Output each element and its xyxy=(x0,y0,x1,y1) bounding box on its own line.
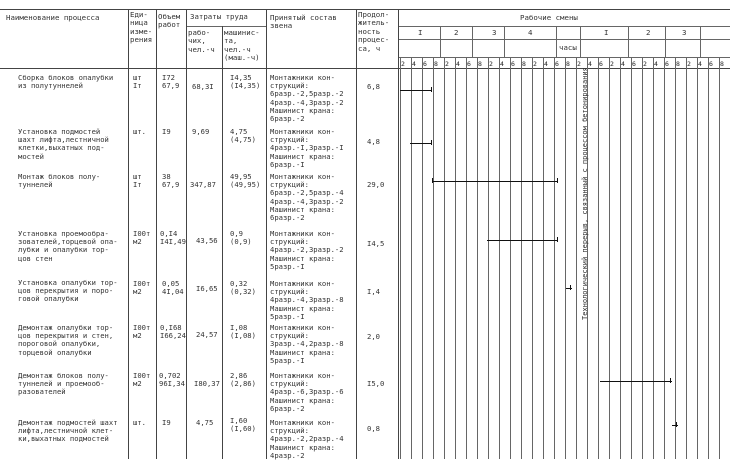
row-8-workers: 4,75 xyxy=(196,418,214,427)
hour-tick-label: 2 xyxy=(445,60,449,68)
row-1-volume: I72 67,9 xyxy=(162,73,180,91)
hour-tick-label: 4 xyxy=(621,60,625,68)
row-4-workers: 43,56 xyxy=(196,236,218,245)
shift-sep xyxy=(665,26,666,57)
row-8-volume: I9 xyxy=(162,418,171,427)
gantt-bar-end-tick xyxy=(431,87,432,92)
hour-tick-label: 2 xyxy=(489,60,493,68)
shift-num: 2 xyxy=(454,28,459,37)
row-2-name: Установка подмостей шахт лифта,лестничной клетки,выхатных под- мостей xyxy=(18,127,109,161)
hour-tick-label: 2 xyxy=(577,60,581,68)
row-5-name: Установка опалубки тор- цов перекрытия и порo- говой опалубки xyxy=(18,278,118,304)
row-1-duration: 6,8 xyxy=(367,82,380,91)
hour-grid-line xyxy=(653,57,654,459)
hour-tick-label: 2 xyxy=(687,60,691,68)
hour-tick-label: 4 xyxy=(698,60,702,68)
gantt-bar-row-5 xyxy=(566,288,572,289)
row-8-duration: 0,8 xyxy=(367,424,380,433)
hour-grid-line xyxy=(455,57,456,459)
gantt-bar-end-tick xyxy=(570,285,571,290)
hour-tick-label: 4 xyxy=(654,60,658,68)
row-5-machines: 0,32 (0,32) xyxy=(230,279,256,297)
row-4-duration: I4,5 xyxy=(367,239,385,248)
hour-grid-line xyxy=(664,57,665,459)
row-7-team: Монтажники кон- струкций: 4разр.-6,3разр.-6 Машинист крана: 6разр.-2 xyxy=(270,371,344,413)
col-sep-unit xyxy=(128,9,129,459)
hour-grid-line xyxy=(510,57,511,459)
row-6-unit: I00т м2 xyxy=(133,323,151,341)
hour-tick-label: 8 xyxy=(522,60,526,68)
hour-tick-label: 4 xyxy=(500,60,504,68)
row-3-duration: 29,0 xyxy=(367,180,385,189)
gantt-bar-end-tick xyxy=(670,378,671,383)
shift-num: 2 xyxy=(646,28,651,37)
row-7-name: Демонтаж блоков полу- туннелей и проемооб- разователей xyxy=(18,371,109,397)
hour-grid-line xyxy=(543,57,544,459)
hour-grid-line xyxy=(642,57,643,459)
header-team: Принятый состав звена xyxy=(270,13,337,31)
row-6-machines: I,08 (I,08) xyxy=(230,323,256,341)
hour-tick-label: 6 xyxy=(555,60,559,68)
row-1-team: Монтажники кон- струкций: 6разр.-2,5разр.-2 4разр.-4,3разр.-2 Машинист крана: 6разр.-2 xyxy=(270,73,344,124)
hour-tick-label: 2 xyxy=(643,60,647,68)
row-2-team: Монтажники кон- струкций: 4разр.-I,3разр.-I Машинист крана: 6разр.-I xyxy=(270,127,344,169)
hour-tick-label: 4 xyxy=(456,60,460,68)
shift-sep xyxy=(700,26,701,57)
row-5-volume: 0,05 4I,04 xyxy=(162,279,184,297)
row-7-volume: 0,702 96I,34 xyxy=(159,371,185,389)
hour-grid-line xyxy=(477,57,478,459)
hour-grid-line xyxy=(697,57,698,459)
row-2-unit: шт. xyxy=(133,127,146,136)
gantt-bar-row-3 xyxy=(432,181,558,182)
hour-grid-line xyxy=(598,57,599,459)
hour-tick-label: 2 xyxy=(533,60,537,68)
shift-num: I xyxy=(604,28,609,37)
header-labor-cost: Затраты труда xyxy=(190,12,248,21)
shifts-number-line xyxy=(398,39,730,40)
row-5-workers: I6,65 xyxy=(196,284,218,293)
col-sep-workers xyxy=(186,9,187,459)
hour-tick-label: 8 xyxy=(566,60,570,68)
row-4-volume: 0,I4 I4I,49 xyxy=(160,229,186,247)
hour-grid-line xyxy=(422,57,423,459)
col-sep-duration xyxy=(356,9,357,459)
hour-tick-label: 6 xyxy=(423,60,427,68)
hour-tick-label: 8 xyxy=(434,60,438,68)
gantt-bar-start-tick xyxy=(432,178,433,183)
header-labor-machines: машинис- та, чел.-ч (маш.-ч) xyxy=(224,28,260,63)
gantt-bar-end-tick xyxy=(431,140,432,145)
header-process-name: Наименование процесса xyxy=(6,13,100,22)
gantt-bar-end-tick xyxy=(676,422,677,427)
hour-grid-line xyxy=(631,57,632,459)
row-6-team: Монтажники кон- струкций: 3разр.-4,2разр.-8 Машинист крана: 5разр.-I xyxy=(270,323,344,365)
header-duration: Продол- житель- ность процес- са, ч xyxy=(358,10,390,53)
row-4-unit: I00т м2 xyxy=(133,229,151,247)
hour-grid-line xyxy=(565,57,566,459)
row-8-unit: шт. xyxy=(133,418,146,427)
row-2-machines: 4,75 (4,75) xyxy=(230,127,256,145)
hour-grid-line xyxy=(532,57,533,459)
shift-sep xyxy=(556,26,557,57)
gantt-bar-end-tick xyxy=(557,237,558,242)
hour-tick-label: 4 xyxy=(412,60,416,68)
col-sep-machines xyxy=(222,26,223,459)
hour-grid-line xyxy=(400,57,401,459)
hour-tick-label: 2 xyxy=(610,60,614,68)
row-6-duration: 2,0 xyxy=(367,332,380,341)
gantt-bar-row-8 xyxy=(672,425,678,426)
technological-break-note: Технологический перерыв, связанный с процессом бетонирования xyxy=(581,67,589,320)
row-3-machines: 49,95 (49,95) xyxy=(230,172,261,190)
row-8-machines: I,60 (I,60) xyxy=(230,416,256,434)
hour-grid-line xyxy=(686,57,687,459)
header-labor-workers: рабо- чих, чел.-ч xyxy=(188,28,215,54)
row-2-workers: 9,69 xyxy=(192,127,210,136)
gantt-bar-end-tick xyxy=(557,178,558,183)
hour-tick-label: 6 xyxy=(709,60,713,68)
hour-tick-label: 8 xyxy=(676,60,680,68)
row-1-name: Сборка блоков опалубки из полутуннелей xyxy=(18,73,114,91)
row-4-name: Установка проемообра- зователей,торцевой опа- лубки и опалубки тор- цов стен xyxy=(18,229,118,263)
hour-grid-line xyxy=(708,57,709,459)
hour-grid-line xyxy=(576,57,577,459)
hour-tick-label: 2 xyxy=(401,60,405,68)
shift-num: 3 xyxy=(492,28,497,37)
hour-tick-label: 6 xyxy=(467,60,471,68)
row-7-workers: I80,37 xyxy=(194,379,220,388)
hour-tick-label: 8 xyxy=(720,60,724,68)
hours-label: часы xyxy=(559,43,577,52)
shifts-title-line xyxy=(398,26,730,27)
shift-num: 4 xyxy=(528,28,533,37)
hours-label-line xyxy=(398,57,730,58)
shift-sep xyxy=(472,26,473,57)
gantt-bar-row-2 xyxy=(410,143,432,144)
hour-grid-line xyxy=(521,57,522,459)
hour-tick-label: 6 xyxy=(599,60,603,68)
gantt-bar-row-7 xyxy=(600,381,672,382)
row-7-unit: I00т м2 xyxy=(133,371,151,389)
hour-tick-label: 4 xyxy=(588,60,592,68)
row-2-duration: 4,8 xyxy=(367,137,380,146)
hour-tick-label: 8 xyxy=(478,60,482,68)
col-sep-gantt xyxy=(398,9,399,459)
shift-num: I xyxy=(418,28,423,37)
shift-sep xyxy=(580,26,581,57)
header-volume: Объем работ xyxy=(158,12,181,30)
shift-sep xyxy=(440,26,441,57)
labor-subheader-line xyxy=(186,26,266,27)
hour-grid-line xyxy=(433,57,434,459)
row-3-unit: шт Iт xyxy=(133,172,142,190)
row-1-machines: I4,35 (I4,35) xyxy=(230,73,261,91)
row-3-workers: 347,87 xyxy=(190,180,216,189)
hour-grid-line xyxy=(675,57,676,459)
row-6-name: Демонтаж опалубки тор- цов перекрытия и стен, пороговой опалубки, торцевой опалубки xyxy=(18,323,114,357)
gantt-bar-row-4 xyxy=(487,240,558,241)
row-6-workers: 24,57 xyxy=(196,330,218,339)
hour-grid-line xyxy=(620,57,621,459)
row-6-volume: 0,I68 I66,24 xyxy=(160,323,186,341)
hour-grid-line xyxy=(499,57,500,459)
shift-sep xyxy=(628,26,629,57)
row-7-machines: 2,86 (2,86) xyxy=(230,371,256,389)
hour-grid-line xyxy=(488,57,489,459)
hour-grid-line xyxy=(554,57,555,459)
row-7-duration: I5,0 xyxy=(367,379,385,388)
hour-grid-line xyxy=(411,57,412,459)
row-5-unit: I00т м2 xyxy=(133,279,151,297)
hour-tick-label: 4 xyxy=(544,60,548,68)
row-5-team: Монтажники кон- струкций: 4разр.-4,3разр.-8 Машинист крана: 5разр.-I xyxy=(270,279,344,321)
row-8-name: Демонтаж подмостей шахт лифта,лестничной клет- ки,выхатных подмостей xyxy=(18,418,118,444)
header-shifts-title: Рабочие смены xyxy=(520,13,578,22)
shift-sep xyxy=(504,26,505,57)
row-3-name: Монтаж блоков полу- туннелей xyxy=(18,172,101,190)
header-unit: Еди- ница изме- рения xyxy=(130,10,153,45)
hour-grid-line xyxy=(719,57,720,459)
row-4-team: Монтажники кон- струкций: 4разр.-2,3разр.-2 Машинист крана: 5разр.-I xyxy=(270,229,344,271)
row-1-workers: 68,3I xyxy=(192,82,214,91)
row-8-team: Монтажники кон- струкций: 4разр.-2,2разр.-4 Машинист крана: 4разр.-2 xyxy=(270,418,344,460)
col-sep-volume xyxy=(156,9,157,459)
row-4-machines: 0,9 (0,9) xyxy=(230,229,252,247)
col-sep-team xyxy=(266,9,267,459)
shift-num: 3 xyxy=(682,28,687,37)
row-3-volume: 38 67,9 xyxy=(162,172,180,190)
hour-tick-label: 6 xyxy=(632,60,636,68)
hour-grid-line xyxy=(466,57,467,459)
row-5-duration: I,4 xyxy=(367,287,380,296)
hour-grid-line xyxy=(609,57,610,459)
row-1-unit: шт Iт xyxy=(133,73,142,91)
gantt-bar-row-1 xyxy=(400,90,432,91)
hour-grid-line xyxy=(444,57,445,459)
row-2-volume: I9 xyxy=(162,127,171,136)
hour-tick-label: 6 xyxy=(511,60,515,68)
hour-tick-label: 6 xyxy=(665,60,669,68)
row-3-team: Монтажники кон- струкций: 6разр.-2,5разр.-4 4разр.-4,3разр.-2 Машинист крана: 6разр.-2 xyxy=(270,172,344,223)
